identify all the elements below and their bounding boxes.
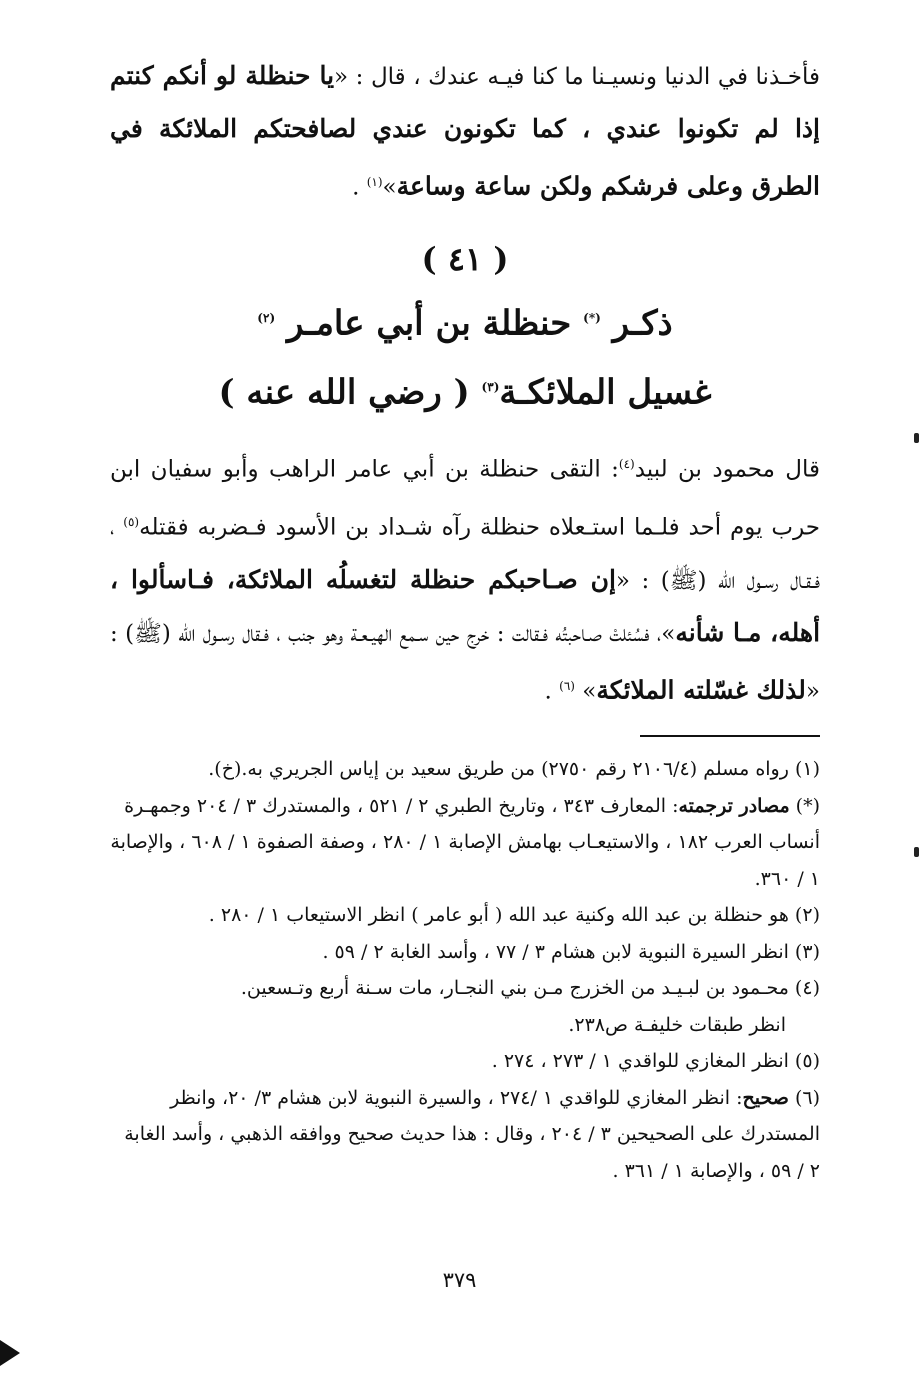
intro-paragraph — [110, 50, 820, 214]
footnote-ref-1: (١) — [366, 175, 383, 189]
body-close-quote: » — [582, 678, 597, 705]
footnotes — [110, 751, 820, 1189]
footnote-6-bold: صحيح — [742, 1086, 789, 1109]
body-text-2: : التقى حنظلة بن أبي عامر الراهب وأبو سفيان ابن حرب يوم أحد فلـما استـعلاه حنظلة رآه شـداد بن الأسود فـضربه فقتله — [110, 456, 820, 541]
intro-hadith-bold: يا حنظلة لو أنكم كنتم إذا لم تكونوا عندي ، كما تكونون عندي لصافحتكم الملائكة في الطرق وعلى فرشكم ولكن ساعة وساعة — [110, 61, 820, 201]
corner-arrow-icon — [0, 1340, 20, 1366]
footnote-6-label: (٦) — [788, 1086, 820, 1109]
footnote-separator — [640, 735, 820, 737]
footnote-6-text: : انظر المغازي للواقدي ١ /٢٧٤ ، والسيرة النبوية لابن هشام ٣/ ٢٠، وانظر المستدرك على الصحيحين ٣ / ٢٠٤ ، وقال : هذا حديث صحيح ووافقه الذهبي ، وأسد الغابة ٢ / ٥٩ ، والإصابة ١ / ٣٦١ . — [124, 1086, 820, 1182]
footnote-ref-5: (٥) — [123, 514, 140, 529]
footnote-ref-4: (٤) — [618, 457, 635, 472]
body-text-1: قال محمود بن لبيد — [634, 456, 820, 483]
body-text-3: ، فـقـال رسـول الله (ﷺ) : « — [110, 514, 820, 594]
footnote-star-bold: مصادر ترجمته — [678, 794, 790, 817]
footnote-star — [110, 788, 820, 898]
body-text-4: »، فسُئلتْ صـاحبتُه فـقالت : خرج حين سـمع الهيـعـة وهو جنب ، فـقال رسـول الله (ﷺ) : « — [110, 620, 820, 705]
title-epithet: غسيل الملائكـة — [499, 372, 712, 413]
body-hadith-bold-2: لذلك غسّلته الملائكة — [596, 675, 806, 705]
footnote-4-text: (٤) محـمود بن لبـيـد من الخزرج مـن بني النجـار، مات سـنة أربع وتـسعين. — [240, 977, 820, 1000]
footnote-ref-2: (٢) — [257, 310, 276, 325]
footnote-3: (٣) انظر السيرة النبوية لابن هشام ٣ / ٧٧ ، وأسد الغابة ٢ / ٥٩ . — [322, 940, 820, 963]
title-blessing: ( رضي الله عنه ) — [218, 372, 470, 413]
body-hadith-bold-1: إن صـاحبكم حنظلة لتغسلُه الملائكة، فـاسألوا ، أهله، مـا شأنه — [110, 564, 821, 647]
scan-edge-mark — [914, 433, 919, 443]
footnote-ref-6: (٦) — [559, 678, 575, 693]
intro-text: فأخـذنا في الدنيا ونسيـنا ما كنا فيـه عندك ، قال : « — [334, 64, 820, 90]
footnote-ref-3: (٣) — [481, 379, 500, 394]
footnote-2: (٢) هو حنظلة بن عبد الله وكنية عبد الله ( أبو عامر ) انظر الاستيعاب ١ / ٢٨٠ . — [208, 904, 820, 927]
footnote-4-source: انظر طبقات خليفـة ص٢٣٨. — [568, 1013, 786, 1036]
title-name: حنظلة بن أبي عامـر — [286, 302, 572, 343]
section-title-line-2 — [110, 355, 820, 424]
section-title-line-1 — [110, 286, 820, 355]
intro-end: . — [352, 174, 367, 201]
footnote-6 — [110, 1080, 820, 1190]
title-word-dhikr: ذكـر — [612, 302, 673, 343]
scan-edge-mark — [914, 847, 919, 857]
page-content — [110, 50, 820, 1189]
footnote-star-label: (*) — [789, 794, 820, 817]
body-paragraph — [110, 438, 820, 717]
intro-close-quote: » — [382, 174, 397, 201]
section-number: ( ٤١ ) — [421, 239, 509, 278]
footnote-1: (١) رواه مسلم (٢١٠٦/٤ رقم ٢٧٥٠) من طريق سعيد بن إياس الجريري به.(خ). — [208, 758, 820, 781]
body-end: . — [544, 678, 560, 705]
footnote-4 — [110, 970, 820, 1043]
footnote-5: (٥) انظر المغازي للواقدي ١ / ٢٧٣ ، ٢٧٤ . — [491, 1050, 820, 1073]
footnote-star-text: : المعارف ٣٤٣ ، وتاريخ الطبري ٢ / ٥٢١ ، والمستدرك ٣ / ٢٠٤ وجمهـرة أنساب العرب ١٨٢ ، والاستيعـاب بهامش الإصابة ١ / ٢٨٠ ، وصفة الصفوة ١ / ٦٠٨ ، والإصابة ١ / ٣٦٠. — [110, 794, 820, 890]
page-number: ٣٧٩ — [442, 1268, 477, 1292]
footnote-ref-star: (*) — [583, 310, 601, 325]
